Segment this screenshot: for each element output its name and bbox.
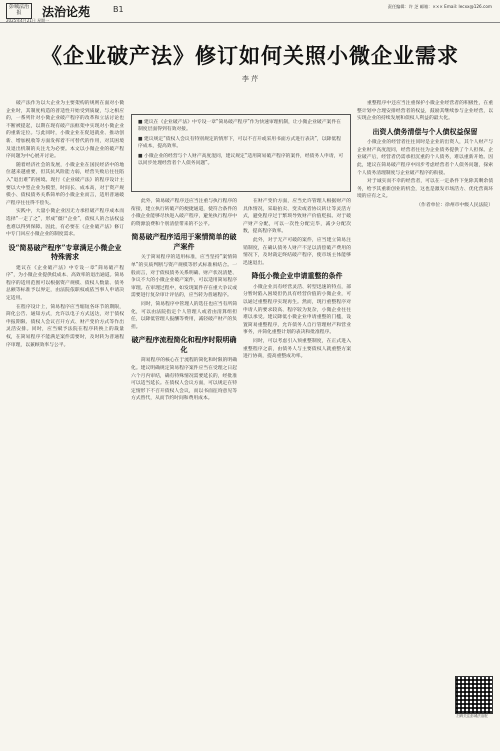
paragraph: 建议在《企业破产法》中专设一章“简易破产程序”，为小微企业提供低成本、高效率的退出通道。简易程序的适用范围可以根据资产规模、债权人数量、债务总额等标准予以界定，由法院依职权或依当事人申请决定适用。 <box>6 265 124 302</box>
key-point: ■ 建议规定“债权人会议有特别规定的情形下，可以不召开或采用书面方式进行表决”，以降低程序成本，提高效率。 <box>138 136 341 150</box>
issue-date: 2025年4月21日 星期一 <box>6 18 50 23</box>
column-4 <box>357 100 493 672</box>
editor-info: 责任编辑：许 芝 邮箱：××× Email: lecxx@126.com <box>387 4 492 9</box>
paragraph: 小微企业的经营者往往同时是企业的出资人，其个人财产与企业财产高度混同，经营者往往为企业债务提供了个人担保。企业破产后，经营者仍需承担沉重的个人债务，难以重新开始。因此，建议在简易破产程序中同步考虑经营者个人债务问题，探索个人债务清理制度与企业破产程序的衔接。 <box>357 140 493 176</box>
paragraph: 在财产变价方面，应当允许管理人根据财产的具体情况，采取拍卖、变卖或者协议转让等灵活方式，避免程序过于繁琐导致财产价值贬损。对于破产财产分配，可以一次性分配完毕，减少分配次数，提高程序效率。 <box>243 199 351 235</box>
paragraph: 此外，简易破产程序还应当注重与执行程序的衔接，建立执行转破产的便捷通道，使符合条件的小微企业能够尽快进入破产程序，避免执行程序中的资源浪费和个别清偿带来的不公平。 <box>131 199 237 227</box>
page-number: B1 <box>113 5 124 14</box>
author-affiliation: （作者单位：徐州市中级人民法院） <box>416 203 493 209</box>
paragraph: 小微企业具有经营灵活、转型迅速的特点，部分暂时陷入困境但仍具有经营价值的小微企业，可以通过重整程序实现再生。然而，现行重整程序对申请人的要求较高、程序较为复杂，小微企业往往难以承受。建议降低小微企业申请重整的门槛，设置简易重整程序，允许债务人自行管理财产和营业事务，并简化重整计划的表决和批准程序。 <box>243 284 351 336</box>
paragraph: 随着经济社会的发展，小微企业在国民经济中的地位越来越重要，但其抗风险能力弱，经营失败后往往陷入“退出难”的困境。现行《企业破产法》的程序设计主要以大中型企业为模型，时间长、成本高，对于资产规模小、债权债务关系简单的小微企业而言，适用普通破产程序往往得不偿失。 <box>6 162 124 206</box>
key-point: ■ 小微企业的经营与个人财产高度混同，建议规定“适用简易破产程序的案件，经债务人申请，可以同步处理经营者个人债务问题”。 <box>138 153 344 167</box>
section-title: 法治论苑 <box>42 5 91 19</box>
article-author: 李 芹 <box>241 75 259 83</box>
column-1 <box>6 100 124 740</box>
newspaper-logo: 彭城法治报 <box>6 3 32 19</box>
subheading: 降低小微企业申请重整的条件 <box>251 271 343 281</box>
paragraph: 简易程序的核心在于流程的简化和时限的明确化。建议明确规定简易程序案件应当在受理之日起六个月内审结，确有特殊情况需要延长的，经批准可以适当延长。在债权人会议方面，可以规定在特定情形下不召开债权人会议，而以书面征询意见等方式替代，从而节约时间和费用成本。 <box>131 358 237 402</box>
paragraph: 同时，简易程序中管理人的选任也应当有所简化，可以由法院指定个人管理人或者由清算组担任，以降低管理人报酬等费用，减轻破产财产的负担。 <box>131 301 237 330</box>
paragraph: 此外，对于无产可破的案件，应当建立简易注销制度，在确认债务人财产不足以清偿破产费用的情况下，及时裁定终结破产程序，使市场主体能够迅速退出。 <box>243 237 351 266</box>
paragraph: 同时，可以考虑引入预重整制度，在正式进入重整程序之前，由债务人与主要债权人就重整方案进行协商，提高重整成功率。 <box>243 339 351 360</box>
subheading: 设“简易破产程序”专章满足小微企业特殊需求 <box>8 242 122 262</box>
key-points-box <box>131 114 351 192</box>
article-title: 《企业破产法》修订如何关照小微企业需求 <box>41 43 459 68</box>
column-2 <box>131 198 237 740</box>
qr-caption: 扫码关注彭城法治报 <box>456 714 488 718</box>
subheading: 简易破产程序适用于案情简单的破产案件 <box>131 232 237 251</box>
paragraph: 在程序设计上，简易程序应当缩短各环节的期限，简化公告、通知方式，允许以电子方式送达，对于债权申报期限、债权人会议召开方式、财产变价方式等作出灵活安排。同时，应当赋予法院在程序转换上的裁量权，在简易程序不能满足案件需要时，及时转为普通程序审理，以兼顾效率与公平。 <box>6 304 124 348</box>
subheading: 出资人债务清偿与个人债权益保留 <box>372 126 478 136</box>
paragraph: 对于诚实而不幸的经营者，可以在一定条件下免除其剩余债务，给予其重新创业的机会，这也是激发市场活力、优化营商环境的应有之义。 <box>357 179 493 200</box>
key-point: ■ 建议在《企业破产法》中专设一章“简易破产程序”作为快速审理机制，让小微企业破产案件在制度层面得到有效对接。 <box>138 120 341 133</box>
paragraph: 实践中，大量小微企业因无力承担破产程序成本而选择“一走了之”，形成“僵尸企业”，债权人的合法权益也难以得到保障。因此，有必要在《企业破产法》修订中专门回应小微企业的制度需求。 <box>6 209 124 238</box>
paragraph: 重整程序中还应当注重保护小微企业经营者的积极性，在重整计划中合理安排经营者的权益，鼓励其继续参与企业经营，以实现企业的持续发展和债权人利益的最大化。 <box>357 101 493 122</box>
paragraph: 关于简易程序的适用标准，应当坚持“案情简单”的实质判断与资产规模等形式标准相结合。一般而言，对于债权债务关系明确、财产状况清楚、争议不大的小微企业破产案件，可以适用简易程序审理。在审理过程中，如发现案件存在重大争议或需要进行复杂审计评估的，应当转为普通程序。 <box>131 255 237 299</box>
intro-paragraph: 破产法作为以大企业为主要架构的规则在面对小微企业时，其制度构造的普适性开始受到质疑，与之相应的，一系列针对小微企业破产程序的改革和立法讨论也不断被提起，以期在现有破产法框架中实现对小微企业的重新定位。与此同时，小微企业在促进就业、推动创新、增加税收等方面发挥着不可替代的作用，对其困境及退出机制的关注尤为必要。本文以小微企业的破产程序问题为中心展开讨论。 <box>6 101 124 160</box>
subheading: 破产程序流程简化和程序时限明确化 <box>131 335 237 354</box>
qr-code-icon <box>455 676 493 714</box>
masthead-bar <box>0 0 500 23</box>
column-3 <box>243 198 351 740</box>
